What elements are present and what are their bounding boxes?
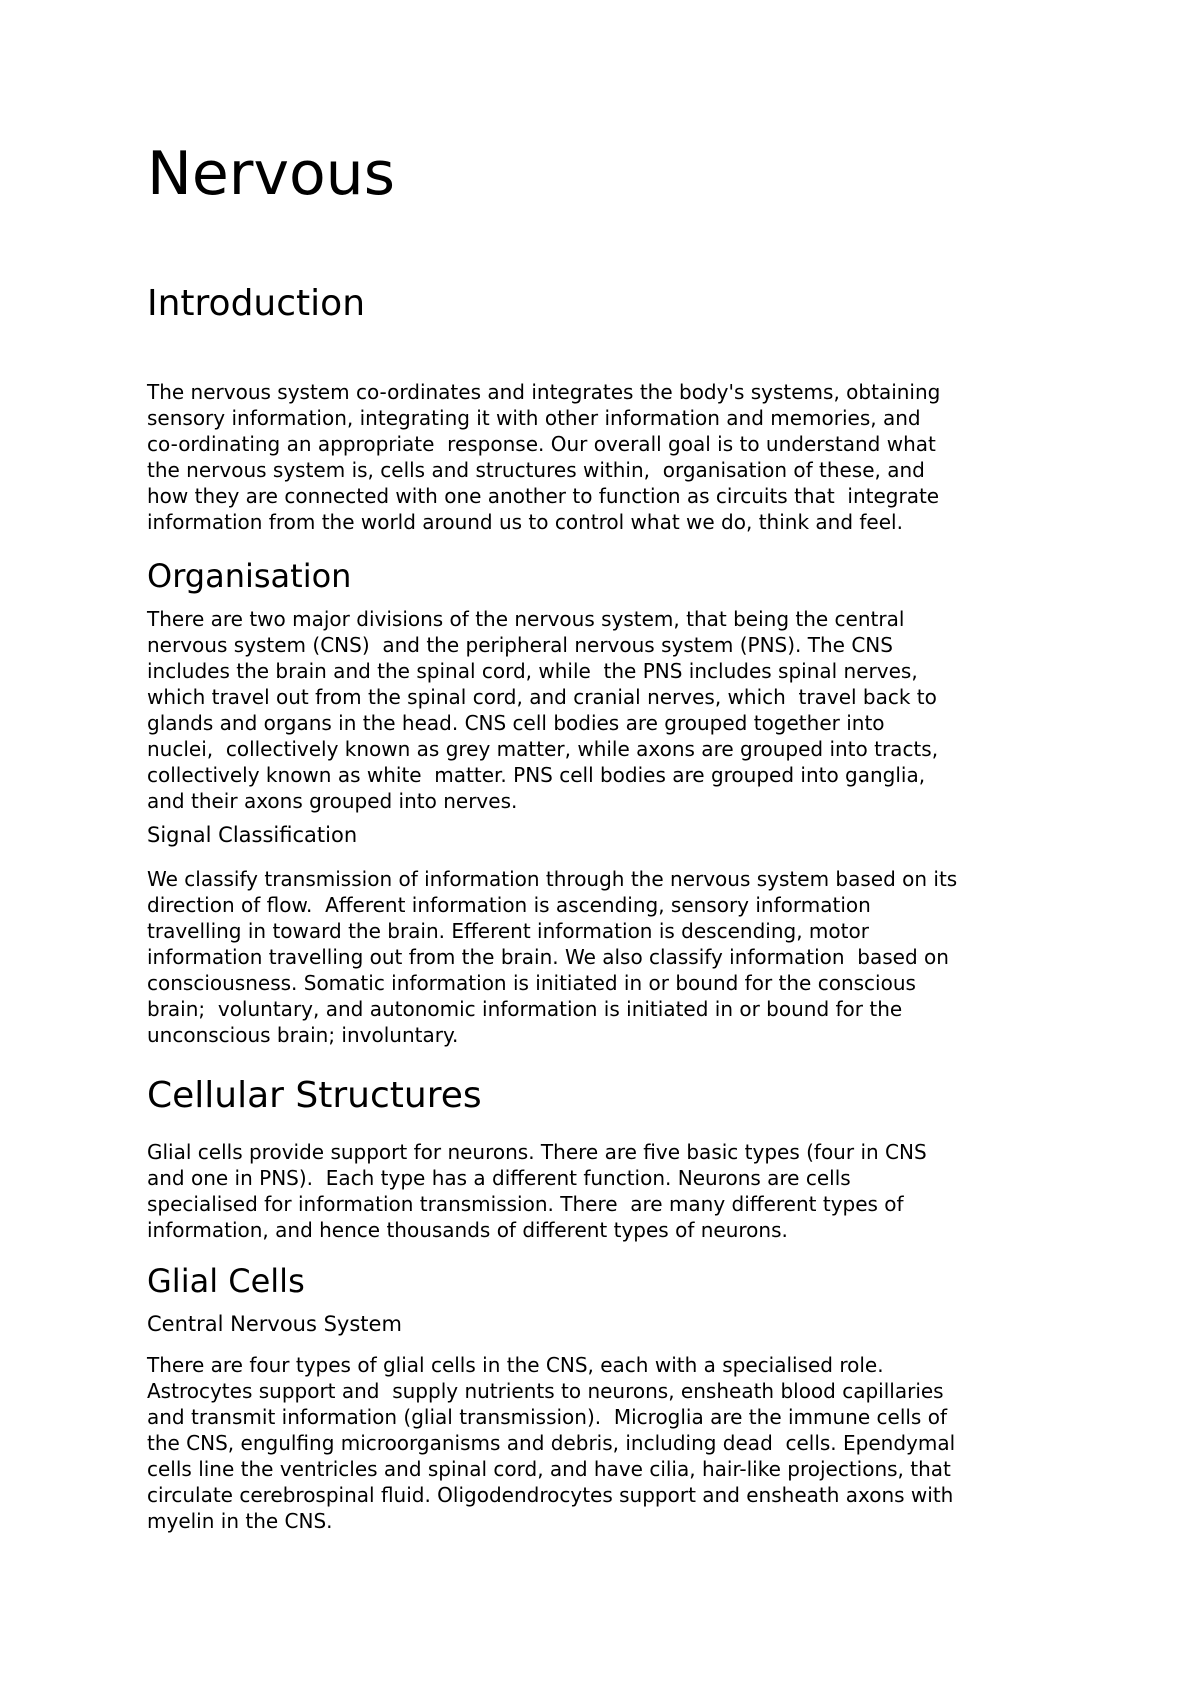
paragraph-central-nervous-system (147, 1352, 1067, 1534)
paragraph-cellular-structures (147, 1139, 1067, 1243)
heading-central-nervous-system: Central Nervous System (147, 1312, 402, 1336)
text-line: Glial cells provide support for neurons. There are five basic types (four in CNS (147, 1140, 927, 1164)
paragraph-signal-classification (147, 866, 1067, 1048)
text-line: and their axons grouped into nerves. (147, 789, 518, 813)
heading-cellular-structures: Cellular Structures (147, 1075, 482, 1116)
heading-introduction: Introduction (147, 283, 366, 324)
text-line: collectively known as white matter. PNS cell bodies are grouped into ganglia, (147, 763, 926, 787)
text-line: The nervous system co-ordinates and integrates the body's systems, obtaining (147, 380, 941, 404)
text-line: information travelling out from the brain. We also classify information based on (147, 945, 949, 969)
text-line: sensory information, integrating it with other information and memories, and (147, 406, 921, 430)
text-line: specialised for information transmission. There are many different types of (147, 1192, 904, 1216)
text-line: Astrocytes support and supply nutrients to neurons, ensheath blood capillaries (147, 1379, 944, 1403)
text-line: myelin in the CNS. (147, 1509, 333, 1533)
text-line: the CNS, engulfing microorganisms and debris, including dead cells. Ependymal (147, 1431, 956, 1455)
text-line: circulate cerebrospinal fluid. Oligodendrocytes support and ensheath axons with (147, 1483, 954, 1507)
text-line: and one in PNS). Each type has a different function. Neurons are cells (147, 1166, 851, 1190)
text-line: how they are connected with one another to function as circuits that integrate (147, 484, 940, 508)
text-line: There are four types of glial cells in the CNS, each with a specialised role. (147, 1353, 884, 1377)
text-line: direction of flow. Afferent information is ascending, sensory information (147, 893, 871, 917)
text-line: consciousness. Somatic information is initiated in or bound for the conscious (147, 971, 916, 995)
text-line: unconscious brain; involuntary. (147, 1023, 459, 1047)
paragraph-introduction (147, 379, 1067, 535)
text-line: co-ordinating an appropriate response. Our overall goal is to understand what (147, 432, 936, 456)
text-line: There are two major divisions of the nervous system, that being the central (147, 607, 905, 631)
text-line: glands and organs in the head. CNS cell bodies are grouped together into (147, 711, 885, 735)
text-line: cells line the ventricles and spinal cord, and have cilia, hair-like projections, that (147, 1457, 951, 1481)
text-line: includes the brain and the spinal cord, while the PNS includes spinal nerves, (147, 659, 918, 683)
paragraph-organisation (147, 606, 1067, 814)
text-line: nervous system (CNS) and the peripheral nervous system (PNS). The CNS (147, 633, 893, 657)
text-line: travelling in toward the brain. Efferent information is descending, motor (147, 919, 869, 943)
heading-glial-cells: Glial Cells (147, 1262, 305, 1300)
document-title: Nervous (147, 139, 395, 209)
heading-organisation: Organisation (147, 557, 352, 595)
text-line: the nervous system is, cells and structures within, organisation of these, and (147, 458, 925, 482)
text-line: information, and hence thousands of different types of neurons. (147, 1218, 788, 1242)
heading-signal-classification: Signal Classification (147, 823, 358, 847)
text-line: and transmit information (glial transmission). Microglia are the immune cells of (147, 1405, 947, 1429)
text-line: which travel out from the spinal cord, and cranial nerves, which travel back to (147, 685, 937, 709)
text-line: information from the world around us to control what we do, think and feel. (147, 510, 903, 534)
text-line: brain; voluntary, and autonomic information is initiated in or bound for the (147, 997, 903, 1021)
text-line: nuclei, collectively known as grey matter, while axons are grouped into tracts, (147, 737, 939, 761)
text-line: We classify transmission of information through the nervous system based on its (147, 867, 958, 891)
